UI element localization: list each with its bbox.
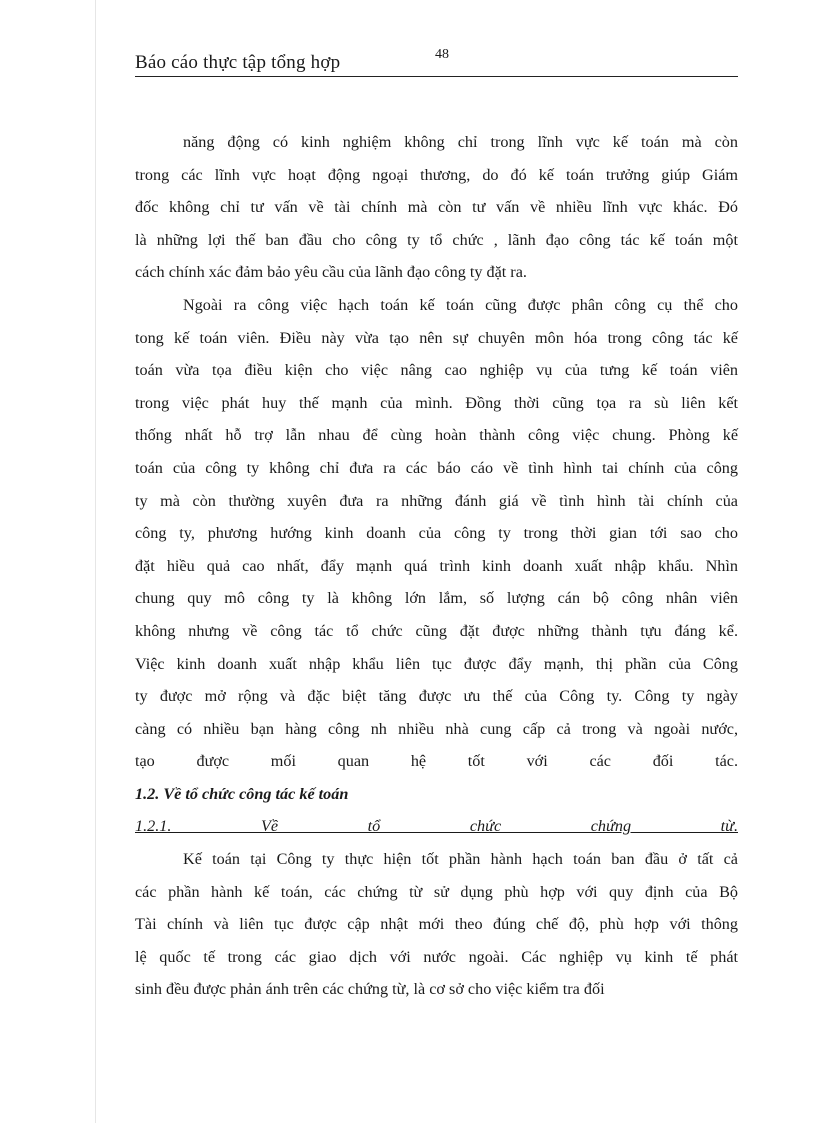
text-line: sinh đều được phản ánh trên các chứng từ, là cơ sở cho việc kiểm tra đối	[135, 980, 605, 999]
text-line: trong việc phát huy thế mạnh của mình. Đồng thời cũng tọa ra sù liên kết	[135, 393, 738, 412]
text-line: cách chính xác đảm bảo yêu cầu của lãnh đạo công ty đặt ra.	[135, 263, 527, 282]
text-line: toán của công ty không chỉ đưa ra các báo cáo về tình hình tai chính của công	[135, 458, 738, 477]
text-line: càng có nhiều bạn hàng công nh nhiều nhà cung cấp cả trong và ngoài nước,	[135, 719, 738, 738]
header-title: Báo cáo thực tập tổng hợp	[135, 52, 341, 73]
text-line: Kế toán tại Công ty thực hiện tốt phần hành hạch toán ban đầu ở tất cả	[183, 850, 738, 869]
text-line: trong các lĩnh vực hoạt động ngoại thương, do đó kế toán trưởng giúp Giám	[135, 165, 738, 184]
subsection-heading: 1.2.1. Về tổ chức chứng từ.	[135, 817, 738, 836]
text-line: Ngoài ra công việc hạch toán kế toán cũng được phân công cụ thể cho	[183, 295, 738, 314]
page-number: 48	[435, 47, 449, 62]
page-margin-line	[95, 0, 96, 1123]
text-line: các phần hành kế toán, các chứng từ sử dụng phù hợp với quy định của Bộ	[135, 882, 738, 901]
text-line: ty mà còn thường xuyên đưa ra những đánh giá về tình hình tài chính của	[135, 491, 738, 510]
text-line: tạo được mối quan hệ tốt với các đối tác.	[135, 752, 738, 771]
text-line: công ty, phương hướng kinh doanh của công ty trong thời gian tới sao cho	[135, 524, 738, 543]
text-line: năng động có kinh nghiệm không chỉ trong lĩnh vực kế toán mà còn	[183, 133, 738, 151]
document-body	[135, 126, 738, 1006]
text-line: đốc không chỉ tư vấn về tài chính mà còn tư vấn về nhiều lĩnh vực khác. Đó	[135, 198, 738, 217]
paragraph-block	[135, 843, 738, 1006]
text-line: tong kế toán viên. Điều này vừa tạo nên sự chuyên môn hóa trong công tác kế	[135, 328, 738, 347]
text-line: thống nhất hỗ trợ lẫn nhau để cùng hoàn thành công việc chung. Phòng kế	[135, 426, 738, 445]
text-line: Tài chính và liên tục được cập nhật mới theo đúng chế độ, phù hợp với thông	[135, 915, 738, 934]
section-heading: 1.2. Về tổ chức công tác kế toán	[135, 784, 349, 803]
text-line: Việc kinh doanh xuất nhập khẩu liên tục được đẩy mạnh, thị phần của Công	[135, 654, 738, 673]
text-line: toán vừa tọa điều kiện cho việc nâng cao nghiệp vụ của tưng kế toán viên	[135, 361, 738, 380]
page-header	[135, 48, 738, 77]
text-line: đặt hiều quả cao nhất, đẩy mạnh quá trình kinh doanh xuất nhập khẩu. Nhìn	[135, 556, 738, 575]
text-line: không nhưng về công tác tổ chức cũng đặt được những thành tựu đáng kể.	[135, 621, 738, 640]
paragraph-block	[135, 126, 738, 778]
text-line: ty được mở rộng và đặc biệt tăng được ưu thế của Công ty. Công ty ngày	[135, 687, 738, 706]
text-line: là những lợi thế ban đầu cho công ty tổ chức , lãnh đạo công tác kế toán một	[135, 230, 738, 249]
text-line: chung quy mô công ty là không lớn lắm, số lượng cán bộ công nhân viên	[135, 589, 738, 608]
text-line: lệ quốc tế trong các giao dịch với nước ngoài. Các nghiệp vụ kinh tế phát	[135, 947, 738, 966]
